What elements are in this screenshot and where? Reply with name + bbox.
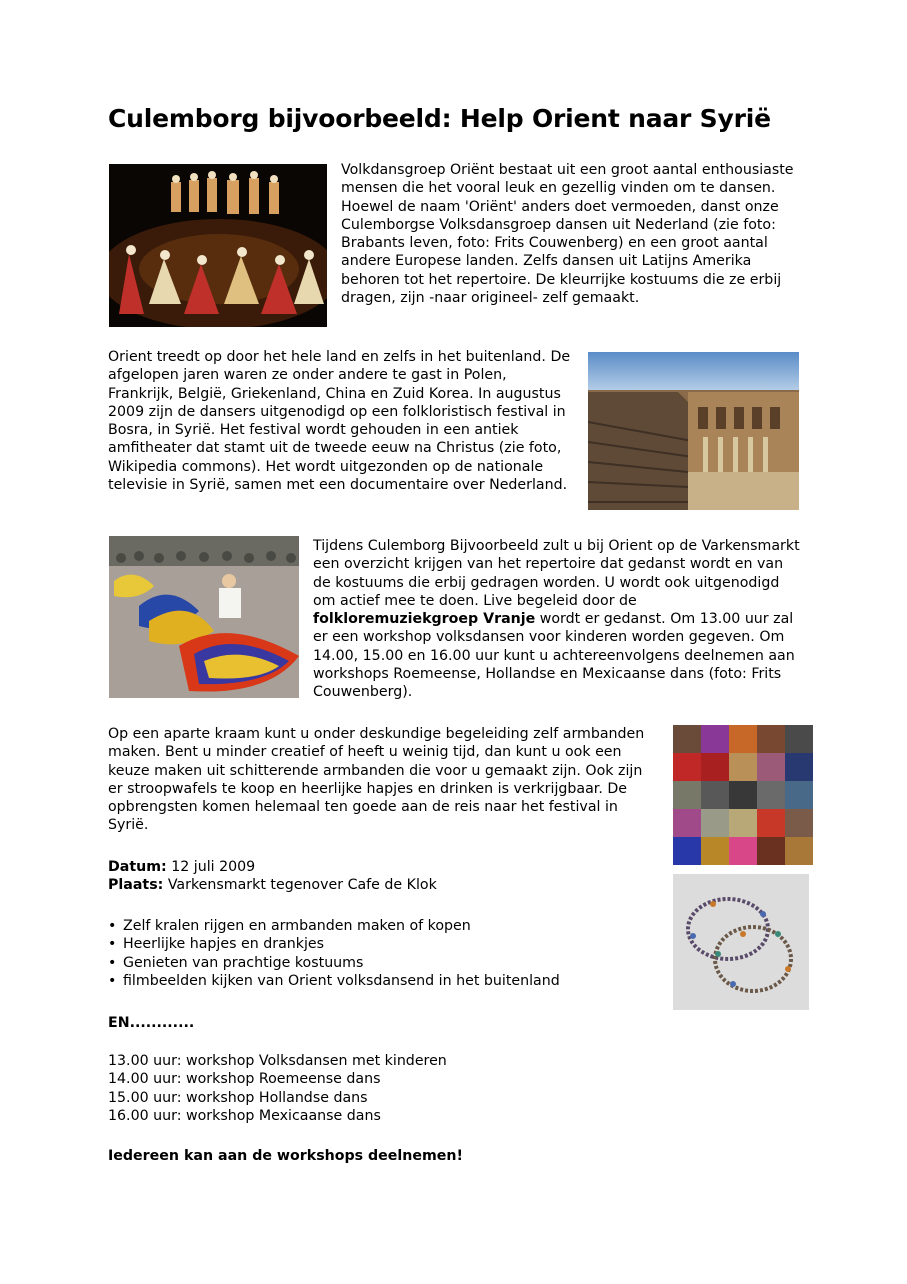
activity-list <box>108 917 648 990</box>
workshop-schedule <box>108 1052 588 1125</box>
bracelet-paragraph: Op een aparte kraam kunt u onder deskundige begeleiding zelf armbanden maken. Bent u minder creatief of heeft u weinig tijd, dan kunt u ook een keuze maken uit schitterende armbanden die voor u gemaakt zijn. Ook zijn er stroopwafels te koop en heerlijke hapjes en drinken is verkrijgbaar. De opbrengsten komen helemaal ten goede aan de reis naar het festival in Syrië. <box>108 726 645 834</box>
place-label: Plaats: <box>108 877 164 894</box>
list-item: • Heerlijke hapjes en drankjes <box>108 935 648 953</box>
schedule-item: 14.00 uur: workshop Roemeense dans <box>108 1071 381 1088</box>
list-item: • Genieten van prachtige kostuums <box>108 954 648 972</box>
date-label: Datum: <box>108 859 167 875</box>
list-item: • Zelf kralen rijgen en armbanden maken of kopen <box>108 917 648 935</box>
photo-bracelets <box>673 874 809 1010</box>
travel-paragraph: Orient treedt op door het hele land en zelfs in het buitenland. De afgelopen jaren waren ze onder andere te gast in Polen, Frankrijk, België, Griekenland, China en Zuid Korea. In augustus 2009 zijn de dansers uitgenodigd op een folkloristisch festival in Bosra, in Syrië. Het festival wordt gehouden in een antiek amfitheater dat stamt uit de tweede eeuw na Christus (zie foto, Wikipedia commons). Het wordt uitgezonden op de nationale televisie in Syrië, samen met een documentaire over Nederland. <box>108 349 571 494</box>
intro-paragraph: Volkdansgroep Oriënt bestaat uit een groot aantal enthousiaste mensen die het vooral leuk en gezellig vinden om te dansen. Hoewel de naam 'Oriënt' anders doet vermoeden, danst onze Culemborgse Volksdansgroep dansen uit Nederland (zie foto: Brabants leven, foto: Frits Couwenberg) en een groot aantal andere Europese landen. Zelfs dansen uit Latijns Amerika behoren tot het repertoire. De kleurrijke kostuums die ze erbij dragen, zijn -naar origineel- zelf gemaakt. <box>341 162 794 307</box>
page-title: Culemborg bijvoorbeeld: Help Orient naar Syrië <box>108 104 771 133</box>
schedule-item: 16.00 uur: workshop Mexicaanse dans <box>108 1107 381 1124</box>
place-value: Varkensmarkt tegenover Cafe de Klok <box>163 877 437 894</box>
workshop-text-start: Tijdens Culemborg Bijvoorbeeld zult u bij Orient op de Varkensmarkt een overzicht krijgen van het repertoire dat gedanst wordt en van de kostuums die erbij gedragen worden. U wordt ook uitgenodigd om actief mee te doen. Live begeleid door de <box>313 538 800 609</box>
photo-stage-dancers <box>109 164 327 327</box>
date-value: 12 juli 2009 <box>166 859 256 875</box>
workshop-text-end: wordt er gedanst. Om 13.00 uur zal er een workshop volksdansen voor kinderen worden gegeven. Om 14.00, 15.00 en 16.00 uur kunt u achtereenvolgens deelnemen aan workshops Roemeense, Hollandse en Mexicaanse dans (foto: Frits Couwenberg). <box>313 611 795 701</box>
list-item: • filmbeelden kijken van Orient volksdansend in het buitenland <box>108 972 648 990</box>
closing-statement: Iedereen kan aan de workshops deelnemen! <box>108 1148 463 1164</box>
schedule-item: 15.00 uur: workshop Hollandse dans <box>108 1089 368 1106</box>
photo-skirt-dancers <box>109 536 299 698</box>
schedule-item: 13.00 uur: workshop Volksdansen met kinderen <box>108 1053 447 1069</box>
photo-beads <box>673 725 813 865</box>
event-details <box>108 858 608 895</box>
en-heading: EN............ <box>108 1015 195 1031</box>
workshop-paragraph <box>313 537 801 702</box>
photo-amphitheatre <box>588 352 799 510</box>
band-name: folkloremuziekgroep Vranje <box>313 611 536 628</box>
